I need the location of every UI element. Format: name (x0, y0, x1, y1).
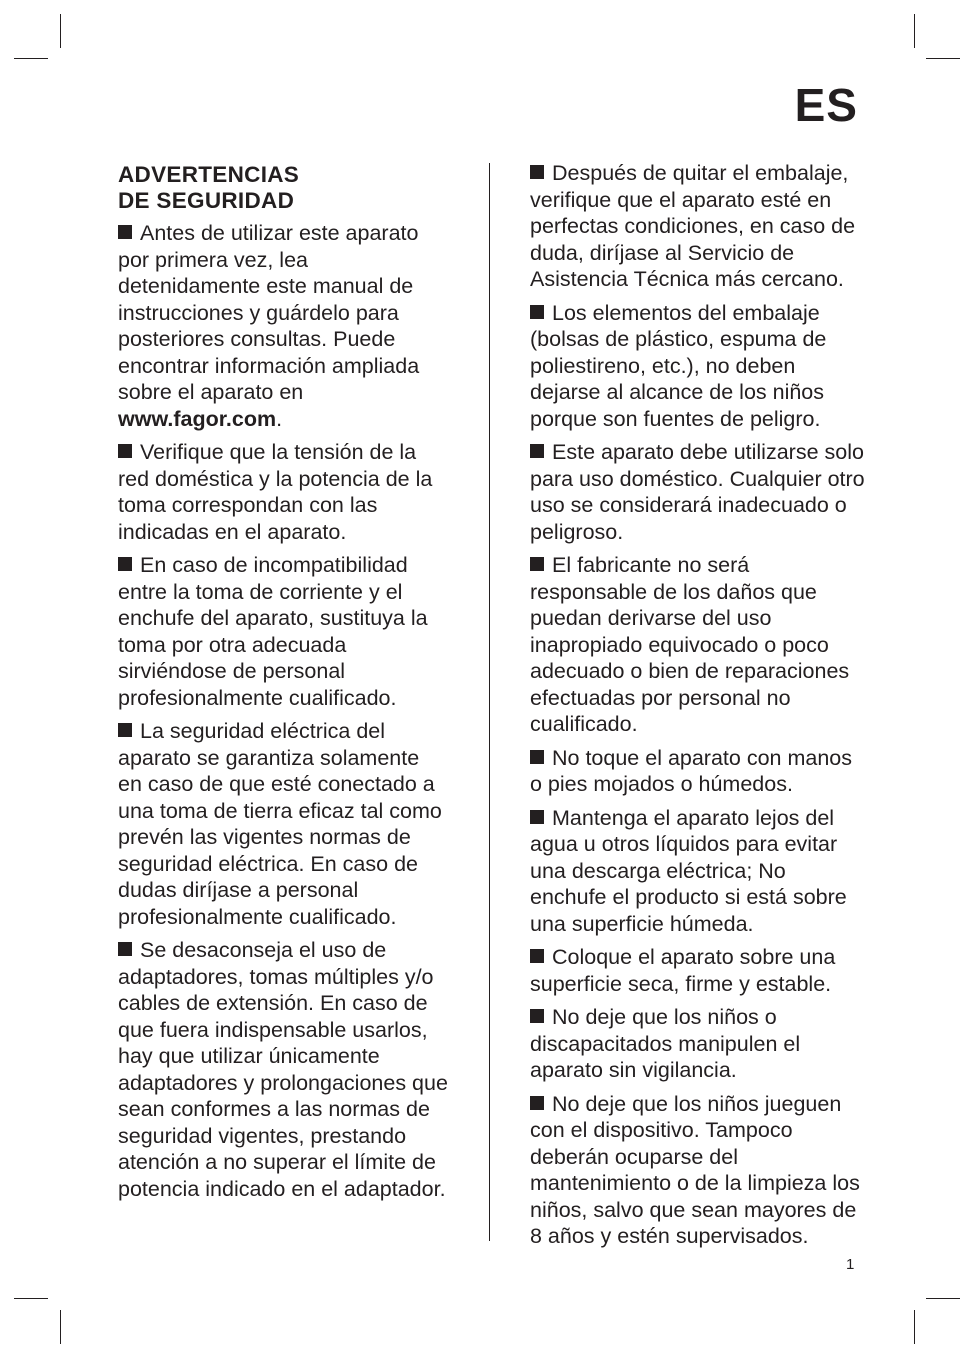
crop-mark (60, 14, 61, 48)
safety-item (530, 300, 865, 433)
safety-item (118, 937, 448, 1202)
safety-item (118, 439, 448, 545)
bullet-square-icon (530, 165, 544, 179)
safety-item (118, 718, 448, 930)
crop-mark (14, 58, 48, 59)
safety-item-text: En caso de incompatibilidad entre la toma de corriente y el enchufe del aparato, sustituya la toma por otra adecuada sirviéndose de personal profesionalmente cualificado. (118, 553, 428, 710)
right-column (530, 160, 865, 1257)
bullet-square-icon (530, 305, 544, 319)
crop-mark (926, 1298, 960, 1299)
safety-item-text: Después de quitar el embalaje, verifique que el aparato esté en perfectas condiciones, en caso de duda, diríjase al Servicio de Asistencia Técnica más cercano. (530, 161, 856, 291)
safety-item-text: Se desaconseja el uso de adaptadores, tomas múltiples y/o cables de extensión. En caso de que fuera indispensable usarlos, hay que utilizar únicamente adaptadores y prolongaciones que sean conformes a las normas de seguridad vigentes, prestando atención a no superar el límite de potencia indicado en el adaptador. (118, 938, 448, 1201)
safety-item (530, 1004, 865, 1084)
bullet-square-icon (118, 225, 132, 239)
section-title-line: DE SEGURIDAD (118, 188, 295, 213)
language-code: ES (794, 79, 858, 131)
bullet-square-icon (530, 949, 544, 963)
left-column (118, 160, 448, 1209)
safety-item-text: Mantenga el aparato lejos del agua u otros líquidos para evitar una descarga eléctrica; No enchufe el producto si está sobre una superficie húmeda. (530, 805, 847, 936)
safety-item-text: No deje que los niños jueguen con el dispositivo. Tampoco deberán ocuparse del mantenimiento o de la limpieza los niños, salvo que sean mayores de 8 años y estén supervisados. (530, 1091, 860, 1248)
safety-item-text: Verifique que la tensión de la red doméstica y la potencia de la toma correspondan con las indicadas en el aparato. (118, 440, 433, 544)
safety-item-text: Este aparato debe utilizarse solo para uso doméstico. Cualquier otro uso se considerará inadecuado o peligroso. (530, 440, 865, 544)
bullet-square-icon (118, 723, 132, 737)
bullet-square-icon (530, 444, 544, 458)
website-link[interactable]: www.fagor.com (118, 406, 277, 431)
safety-item (118, 220, 448, 432)
bullet-square-icon (530, 557, 544, 571)
bullet-square-icon (530, 750, 544, 764)
safety-item (530, 745, 865, 798)
intro-text-end: . (276, 406, 283, 431)
safety-item (530, 552, 865, 738)
safety-item (530, 160, 865, 293)
safety-item-text: No toque el aparato con manos o pies mojados o húmedos. (530, 745, 853, 796)
intro-text: Antes de utilizar este aparato por primera vez, lea detenidamente este manual de instrucciones y guárdelo para posteriores consultas. Puede encontrar información ampliada sobre el aparato en (118, 221, 420, 404)
bullet-square-icon (530, 1096, 544, 1110)
page-number: 1 (846, 1256, 855, 1273)
safety-item (530, 944, 865, 997)
safety-item (530, 805, 865, 938)
column-divider (489, 163, 490, 1241)
safety-item-text: El fabricante no será responsable de los daños que puedan derivarse del uso inapropiado equivocado o poco adecuado o bien de reparaciones efectuadas por personal no cualificado. (530, 553, 850, 736)
safety-item-text: Coloque el aparato sobre una superficie seca, firme y estable. (530, 945, 836, 996)
crop-mark (60, 1310, 61, 1344)
crop-mark (914, 14, 915, 48)
safety-item (530, 1091, 865, 1250)
safety-item (118, 552, 448, 711)
crop-mark (926, 58, 960, 59)
bullet-square-icon (118, 444, 132, 458)
bullet-square-icon (118, 942, 132, 956)
bullet-square-icon (530, 1009, 544, 1023)
safety-item-text: No deje que los niños o discapacitados manipulen el aparato sin vigilancia. (530, 1005, 801, 1082)
bullet-square-icon (118, 557, 132, 571)
section-title-line: ADVERTENCIAS (118, 162, 300, 187)
section-title (118, 162, 448, 214)
safety-item-text: La seguridad eléctrica del aparato se garantiza solamente en caso de que esté conectado a una toma de tierra eficaz tal como prevén las vigentes normas de seguridad eléctrica. En caso de dudas diríjase a personal profesionalmente cualificado. (118, 719, 442, 929)
bullet-square-icon (530, 810, 544, 824)
safety-item (530, 439, 865, 545)
crop-mark (914, 1310, 915, 1344)
safety-item-text: Los elementos del embalaje (bolsas de plástico, espuma de poliestireno, etc.), no deben dejarse al alcance de los niños porque son fuentes de peligro. (530, 300, 827, 431)
crop-mark (14, 1298, 48, 1299)
